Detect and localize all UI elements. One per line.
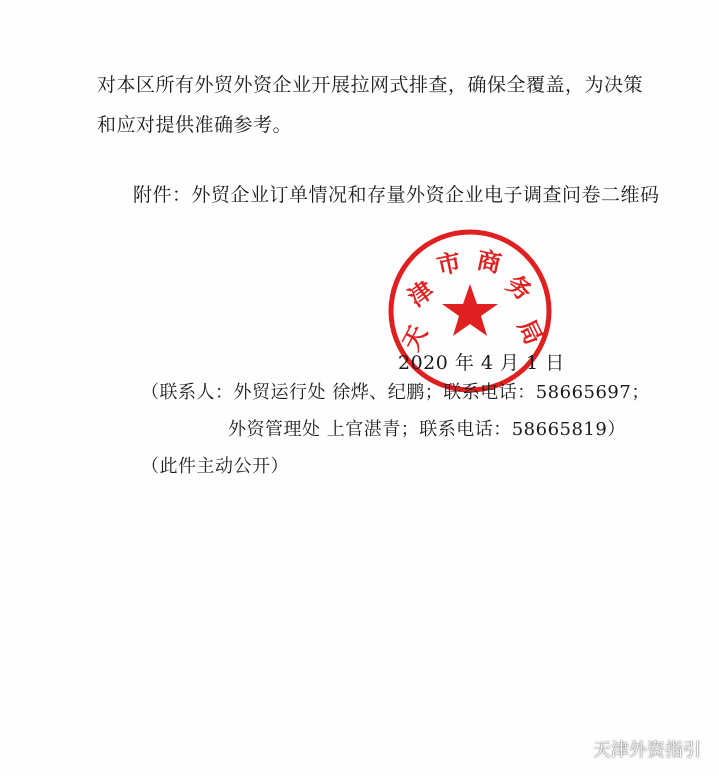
document-date: 2020 年 4 月 1 日 bbox=[398, 352, 565, 374]
contact-line-2: 外资管理处 上官湛青；联系电话：58665819） bbox=[228, 419, 626, 440]
public-note: （此件主动公开） bbox=[141, 456, 289, 477]
contact-line-1: （联系人：外贸运行处 徐烨、纪鹏；联系电话：58665697； bbox=[141, 382, 650, 403]
attachment-note: 附件：外贸企业订单情况和存量外资企业电子调查问卷二维码 bbox=[133, 184, 660, 206]
seal-char-1: 天 bbox=[396, 320, 433, 356]
seal-char-3: 市 bbox=[434, 246, 464, 281]
seal-char-6: 局 bbox=[512, 314, 549, 349]
seal-char-2: 津 bbox=[402, 274, 439, 313]
wechat-icon bbox=[561, 738, 587, 760]
watermark bbox=[561, 736, 701, 762]
watermark-text: 天津外资指引 bbox=[593, 740, 701, 761]
seal-char-4: 商 bbox=[474, 244, 504, 279]
body-text-line-2: 和应对提供准确参考。 bbox=[97, 114, 293, 136]
seal-char-5: 务 bbox=[500, 268, 538, 307]
body-text-line-1: 对本区所有外贸外资企业开展拉网式排查，确保全覆盖，为决策 bbox=[97, 74, 644, 96]
